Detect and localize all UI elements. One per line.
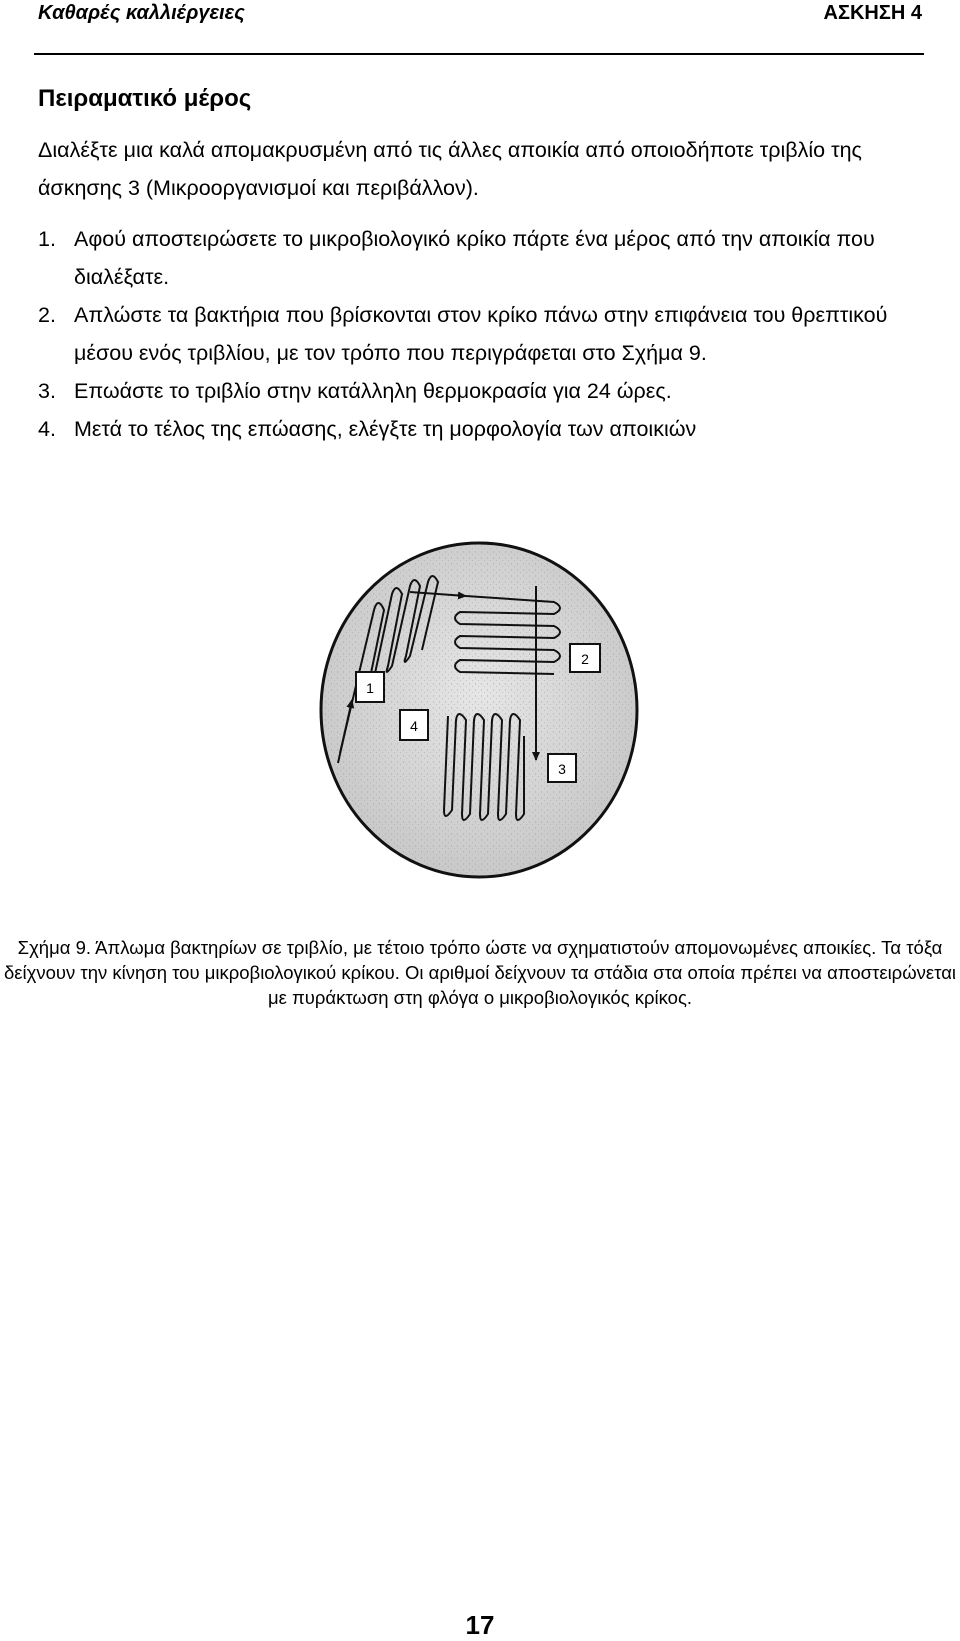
- step-text: Μετά το τέλος της επώασης, ελέγξτε τη μορφολογία των αποικιών: [74, 417, 697, 441]
- stage-label-3: 3: [558, 761, 566, 777]
- step-item: [38, 372, 930, 410]
- page-number: 17: [465, 1610, 495, 1640]
- header-rule: [34, 53, 924, 55]
- agar-texture: [324, 546, 634, 874]
- chapter-title: Καθαρές καλλιέργειες: [38, 2, 245, 24]
- step-number: 3.: [38, 379, 56, 403]
- step-item: [38, 410, 930, 448]
- figure-caption: Σχήμα 9. Άπλωμα βακτηρίων σε τριβλίο, με τέτοιο τρόπο ώστε να σχηματιστούν απομονωμένες αποικίες. Τα τόξα δείχνουν την κίνηση του μικροβιολογικού κρίκου. Οι αριθμοί δείχνουν τα στάδια στα οποία πρέπει να αποστειρώνεται με πυράκτωση στη φλόγα ο μικροβιολογικός κρίκος.: [3, 937, 957, 1008]
- stage-label-1: 1: [366, 680, 374, 696]
- step-item: [38, 296, 930, 372]
- stage-label-4: 4: [410, 718, 418, 734]
- step-text: Αφού αποστειρώσετε το μικροβιολογικό κρίκο πάρτε ένα μέρος από την αποικία που διαλέξατε.: [74, 227, 875, 289]
- stage-label-2: 2: [581, 651, 589, 667]
- page-header: [38, 0, 922, 28]
- section-title: Πειραματικό μέρος: [38, 85, 252, 112]
- step-number: 2.: [38, 303, 56, 327]
- step-item: [38, 220, 930, 296]
- streak-plate-figure: [318, 538, 640, 880]
- step-number: 4.: [38, 417, 56, 441]
- step-text: Επωάστε το τριβλίο στην κατάλληλη θερμοκρασία για 24 ώρες.: [74, 379, 672, 403]
- procedure-steps: [38, 220, 930, 448]
- exercise-label: ΑΣΚΗΣΗ 4: [823, 2, 922, 24]
- step-text: Απλώστε τα βακτήρια που βρίσκονται στον κρίκο πάνω στην επιφάνεια του θρεπτικού μέσου ενός τριβλίου, με τον τρόπο που περιγράφεται στο Σχήμα 9.: [74, 303, 888, 365]
- step-number: 1.: [38, 227, 56, 251]
- intro-paragraph: Διαλέξτε μια καλά απομακρυσμένη από τις άλλες αποικία από οποιοδήποτε τριβλίο της άσκησης 3 (Μικροοργανισμοί και περιβάλλον).: [38, 138, 862, 200]
